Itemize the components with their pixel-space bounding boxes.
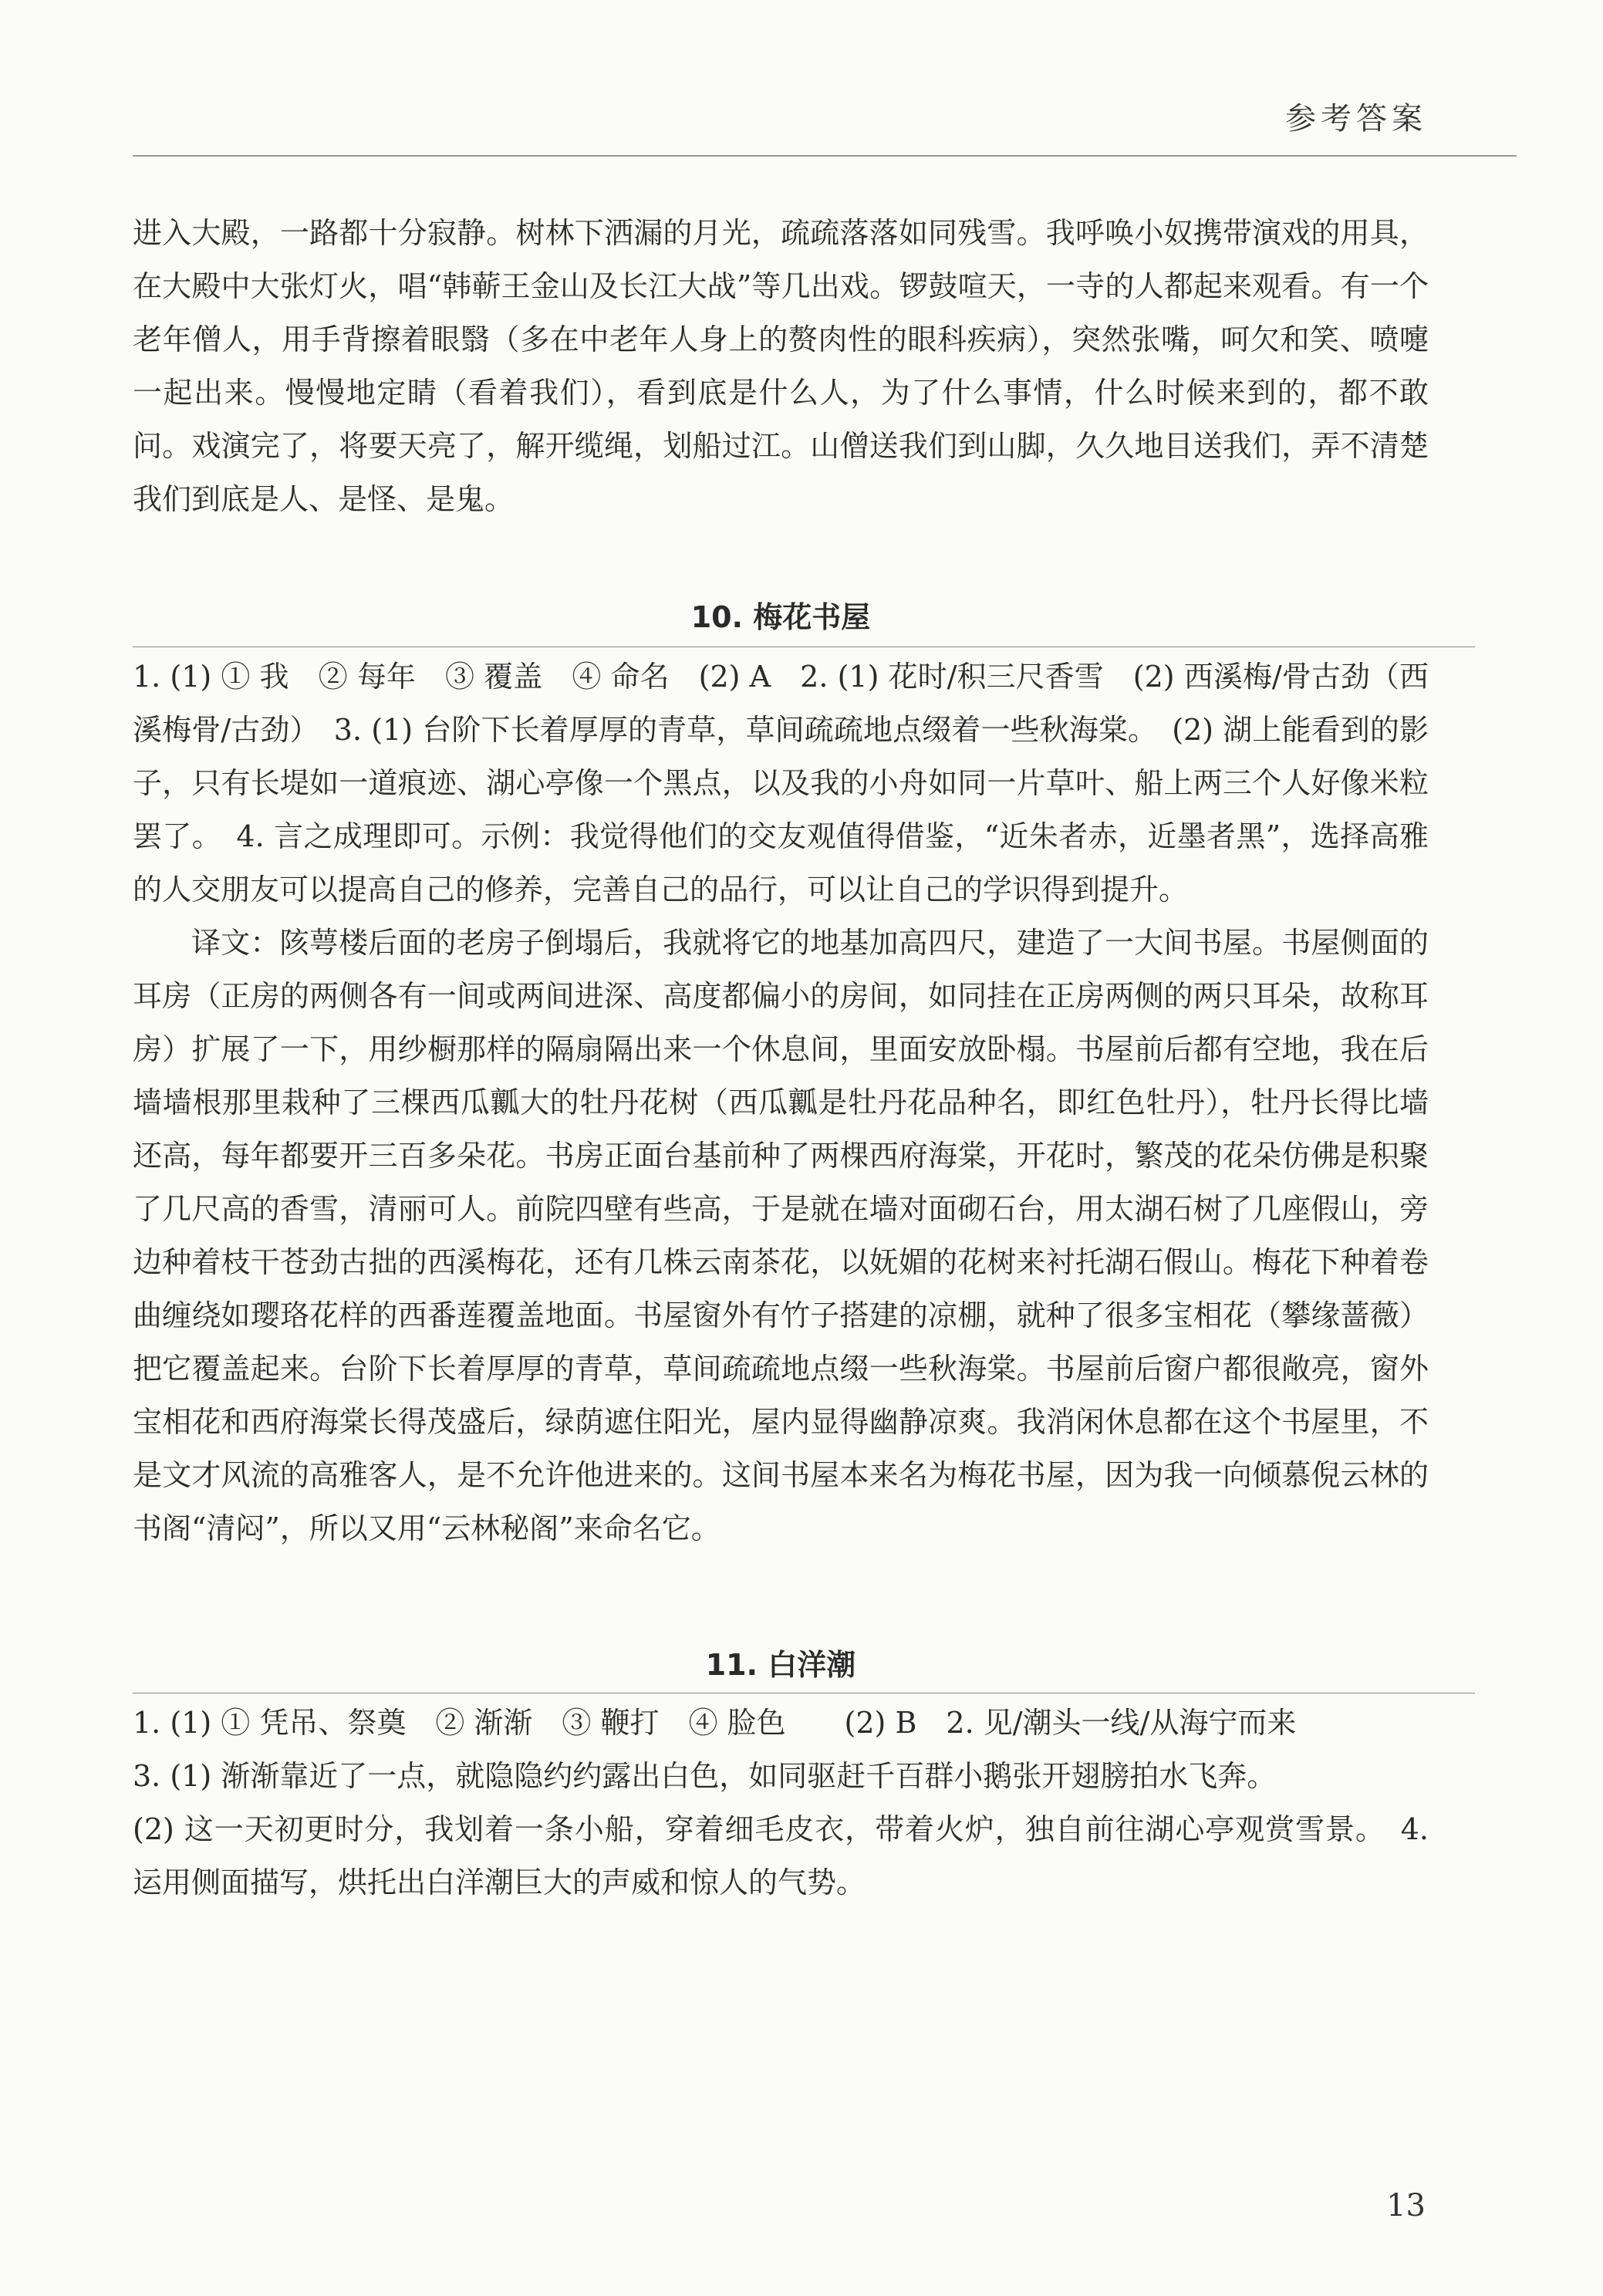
- section-11-title: 11. 白洋潮: [705, 1648, 856, 1682]
- continued-translation-paragraph: 进入大殿，一路都十分寂静。树林下洒漏的月光，疏疏落落如同残雪。我呼唤小奴携带演戏的用具，在大殿中大张灯火，唱“韩蕲王金山及长江大战”等几出戏。锣鼓喧天，一寺的人都起来观看。有一个老年僧人，用手背擦着眼翳（多在中老年人身上的赘肉性的眼科疾病），突然张嘴，呵欠和笑、喷嚏一起出来。慢慢地定睛（看着我们），看到底是什么人，为了什么事情，什么时候来到的，都不敢问。戏演完了，将要天亮了，解开缆绳，划船过江。山僧送我们到山脚，久久地目送我们，弄不清楚我们到底是人、是怪、是鬼。: [133, 216, 1429, 516]
- section-11-answer-line-1: 1. (1) ① 凭吊、祭奠 ② 渐渐 ③ 鞭打 ④ 脸色 (2) B 2. 见/潮头一线/从海宁而来: [133, 1706, 1297, 1740]
- page-number: 13: [1386, 2188, 1426, 2223]
- header-rule: [133, 155, 1517, 157]
- page-content: [133, 207, 1429, 1909]
- page-header: [0, 0, 1603, 154]
- section-11-answer-line-2: 3. (1) 渐渐靠近了一点，就隐隐约约露出白色，如同驱赶千百群小鹅张开翅膀拍水飞奔。: [133, 1759, 1277, 1793]
- section-10-answers: 1. (1) ① 我 ② 每年 ③ 覆盖 ④ 命名 (2) A 2. (1) 花时/积三尺香雪 (2) 西溪梅/骨古劲（西溪梅骨/古劲） 3. (1) 台阶下长着厚厚的青草，草间疏疏地点缀着一些秋海棠。 (2) 湖上能看到的影子，只有长堤如一道痕迹、湖心亭像一个黑点，以及我的小舟如同一片草叶、船上两三个人好像米粒罢了。 4. 言之成理即可。示例：我觉得他们的交友观值得借鉴，“近朱者赤，近墨者黑”，选择高雅的人交朋友可以提高自己的修养，完善自己的品行，可以让自己的学识得到提升。: [133, 660, 1429, 907]
- section-10-translation: 译文：陔萼楼后面的老房子倒塌后，我就将它的地基加高四尺，建造了一大间书屋。书屋侧面的耳房（正房的两侧各有一间或两间进深、高度都偏小的房间，如同挂在正房两侧的两只耳朵，故称耳房）扩展了一下，用纱橱那样的隔扇隔出来一个休息间，里面安放卧榻。书屋前后都有空地，我在后墙墙根那里栽种了三棵西瓜瓤大的牡丹花树（西瓜瓤是牡丹花品种名，即红色牡丹），牡丹长得比墙还高，每年都要开三百多朵花。书房正面台基前种了两棵西府海棠，开花时，繁茂的花朵仿佛是积聚了几尺高的香雪，清丽可人。前院四壁有些高，于是就在墙对面砌石台，用太湖石树了几座假山，旁边种着枝干苍劲古拙的西溪梅花，还有几株云南茶花，以妩媚的花树来衬托湖石假山。梅花下种着卷曲缠绕如璎珞花样的西番莲覆盖地面。书屋窗外有竹子搭建的凉棚，就种了很多宝相花（攀缘蔷薇）把它覆盖起来。台阶下长着厚厚的青草，草间疏疏地点缀一些秋海棠。书屋前后窗户都很敞亮，窗外宝相花和西府海棠长得茂盛后，绿荫遮住阳光，屋内显得幽静凉爽。我消闲休息都在这个书屋里，不是文才风流的高雅客人，是不允许他进来的。这间书屋本来名为梅花书屋，因为我一向倾慕倪云林的书阁“清闷”，所以又用“云林秘阁”来命名它。: [133, 926, 1429, 1545]
- section-11-answer-line-3: (2) 这一天初更时分，我划着一条小船，穿着细毛皮衣，带着火炉，独自前往湖心亭观赏雪景。 4. 运用侧面描写，烘托出白洋潮巨大的声威和惊人的气势。: [133, 1812, 1429, 1899]
- section-10-title: 10. 梅花书屋: [690, 600, 871, 634]
- header-title: 参考答案: [1285, 101, 1427, 137]
